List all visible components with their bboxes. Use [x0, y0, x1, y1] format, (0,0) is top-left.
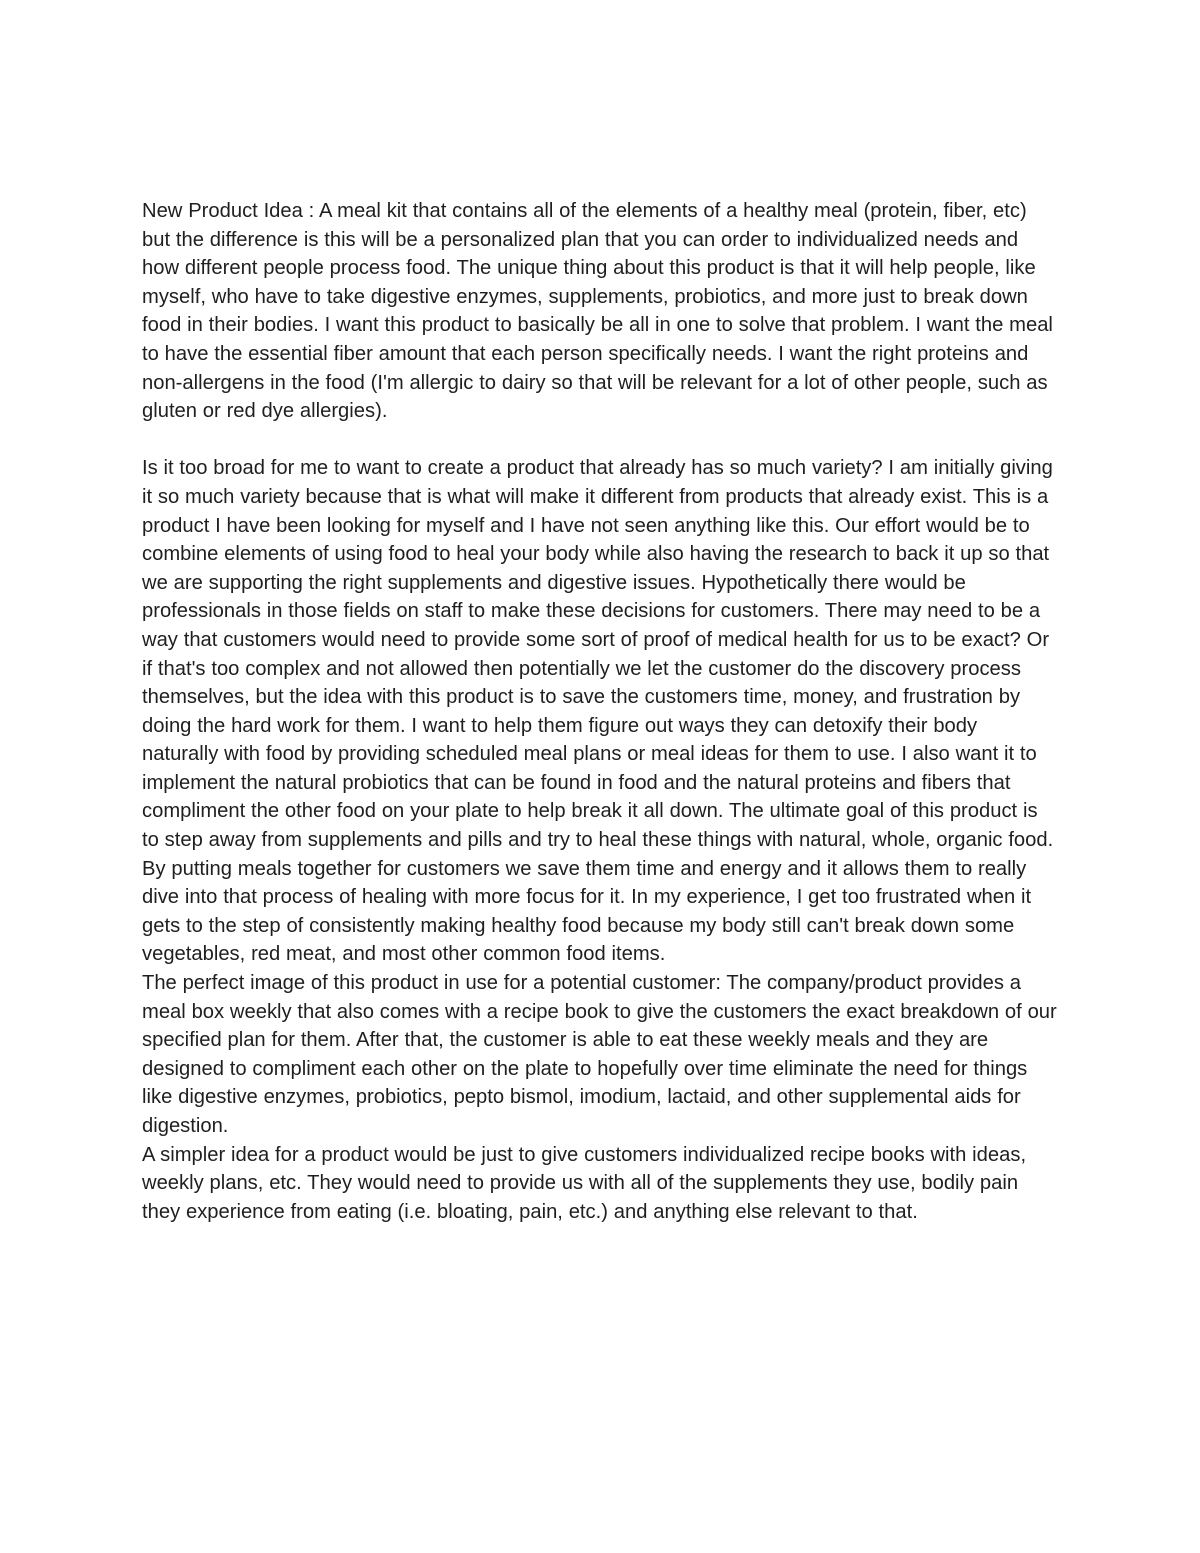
document-body: [142, 197, 1058, 1226]
paragraph-customer-use: The perfect image of this product in use for a potential customer: The company/product provides a meal box weekly that also comes with a recipe book to give the customers the exact breakdown of our specified plan for them. After that, the customer is able to eat these weekly meals and they are designed to compliment each other on the plate to hopefully over time eliminate the need for things like digestive enzymes, probiotics, pepto bismol, imodium, lactaid, and other supplemental aids for digestion.: [142, 972, 1057, 1137]
paragraph-product-variety: Is it too broad for me to want to create a product that already has so much variety? I am initially giving it so much variety because that is what will make it different from products that already exist. This is a product I have been looking for myself and I have not seen anything like this. Our effort would be to combine elements of using food to heal your body while also having the research to back it up so that we are supporting the right supplements and digestive issues. Hypothetically there would be professionals in those fields on staff to make these decisions for customers. There may need to be a way that customers would need to provide some sort of proof of medical health for us to be exact? Or if that's too complex and not allowed then potentially we let the customer do the discovery process themselves, but the idea with this product is to save the customers time, money, and frustration by doing the hard work for them. I want to help them figure out ways they can detoxify their body naturally with food by providing scheduled meal plans or meal ideas for them to use. I also want it to implement the natural probiotics that can be found in food and the natural proteins and fibers that compliment the other food on your plate to help break it all down. The ultimate goal of this product is to step away from supplements and pills and try to heal these things with natural, whole, organic food. By putting meals together for customers we save them time and energy and it allows them to really dive into that process of healing with more focus for it. In my experience, I get too frustrated when it gets to the step of consistently making healthy food because my body still can't break down some vegetables, red meat, and most other common food items.: [142, 457, 1054, 966]
paragraph-product-idea: New Product Idea : A meal kit that contains all of the elements of a healthy meal (protein, fiber, etc) but the difference is this will be a personalized plan that you can order to individualized needs and how different people process food. The unique thing about this product is that it will help people, like myself, who have to take digestive enzymes, supplements, probiotics, and more just to break down food in their bodies. I want this product to basically be all in one to solve that problem. I want the meal to have the essential fiber amount that each person specifically needs. I want the right proteins and non-allergens in the food (I'm allergic to dairy so that will be relevant for a lot of other people, such as gluten or red dye allergies).: [142, 200, 1053, 423]
paragraph-simpler-idea: A simpler idea for a product would be just to give customers individualized recipe books with ideas, weekly plans, etc. They would need to provide us with all of the supplements they use, bodily pain they experience from eating (i.e. bloating, pain, etc.) and anything else relevant to that.: [142, 1143, 1027, 1223]
